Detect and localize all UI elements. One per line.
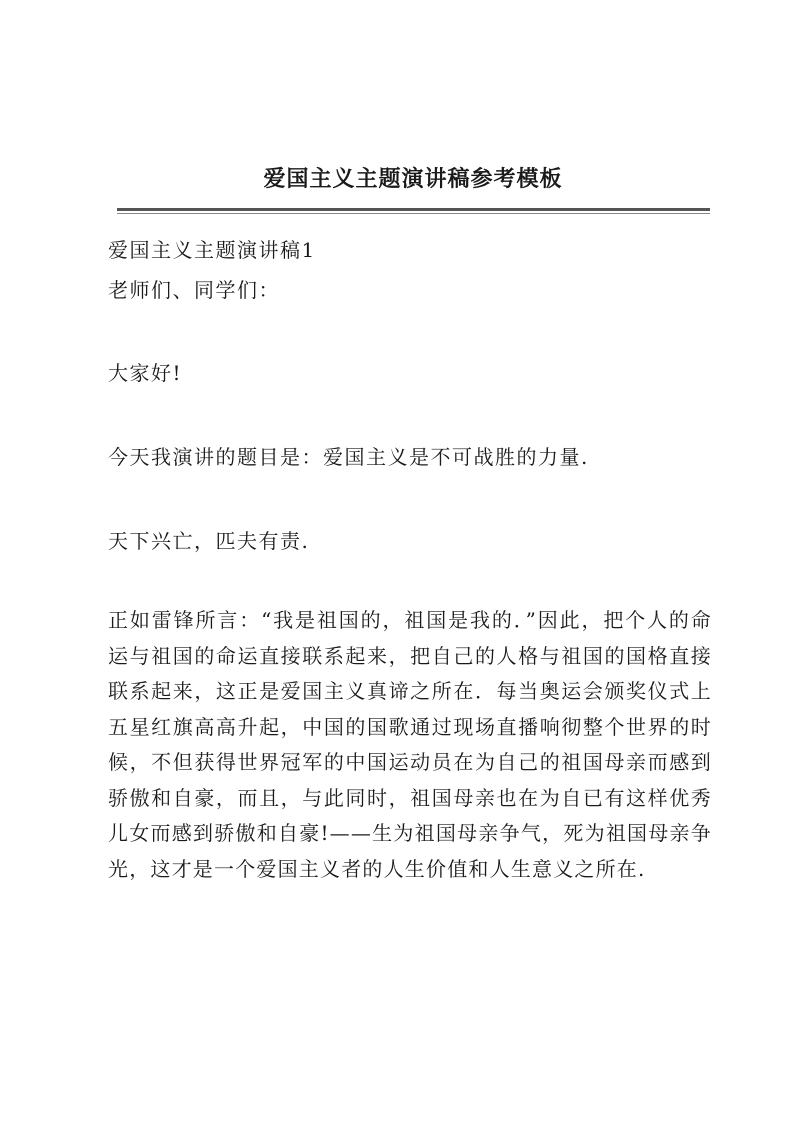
document-title: 爱国主义主题演讲稿参考模板	[263, 166, 563, 192]
topic-line: 今天我演讲的题目是：爱国主义是不可战胜的力量.	[108, 445, 589, 469]
quote-line: 天下兴亡，匹夫有责.	[108, 529, 310, 553]
greeting: 大家好!	[108, 361, 183, 385]
speech-subtitle: 爱国主义主题演讲稿1	[108, 238, 316, 262]
divider-thin-line	[117, 213, 710, 214]
divider-thick-line	[117, 208, 710, 211]
body-paragraph: 正如雷锋所言：“我是祖国的，祖国是我的．”因此，把个人的命运与祖国的命运直接联系起来，把自己的人格与祖国的国格直接联系起来，这正是爱国主义真谛之所在．每当奥运会颁奖仪式上五星红旗高高升起，中国的国歌通过现场直播响彻整个世界的时候，不但获得世界冠军的中国运动员在为自己的祖国母亲而感到骄傲和自豪，而且，与此同时，祖国母亲也在为自已有这样优秀儿女而感到骄傲和自豪!——生为祖国母亲争气，死为祖国母亲争光，这才是一个爱国主义者的人生价值和人生意义之所在.	[108, 608, 712, 881]
title-divider	[117, 208, 710, 214]
salutation: 老师们、同学们：	[108, 278, 280, 302]
